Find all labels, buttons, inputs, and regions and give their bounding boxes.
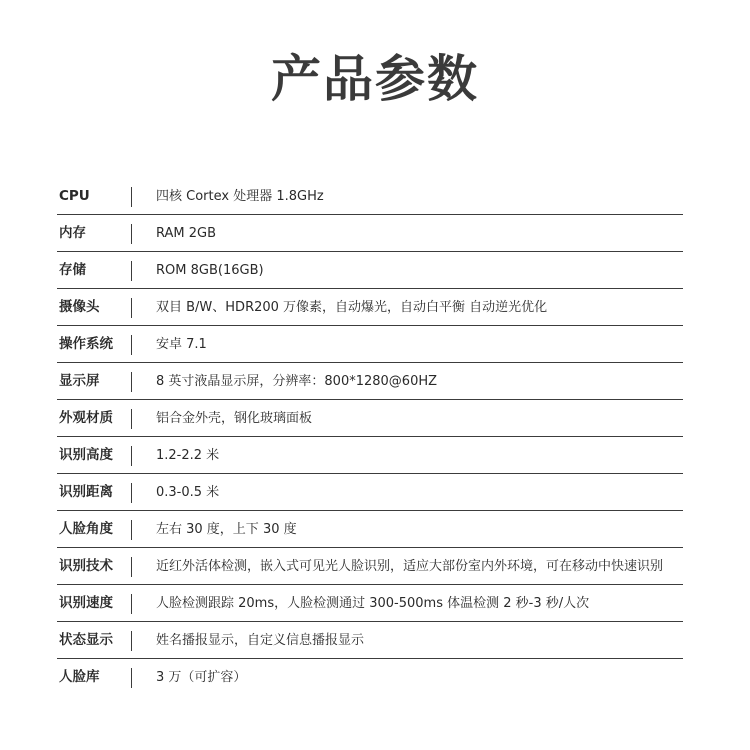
spec-row-memory	[57, 215, 683, 252]
spec-row-display	[57, 363, 683, 400]
spec-label: 操作系统	[59, 336, 113, 352]
spec-value: 安卓 7.1	[156, 337, 207, 352]
spec-row-face-library	[57, 659, 683, 696]
spec-row-storage	[57, 252, 683, 289]
column-divider	[131, 335, 132, 355]
column-divider	[131, 520, 132, 540]
spec-value: 姓名播报显示，自定义信息播报显示	[156, 633, 365, 648]
column-divider	[131, 372, 132, 392]
column-divider	[131, 668, 132, 688]
spec-label: 状态显示	[59, 632, 113, 648]
spec-value: 0.3-0.5 米	[156, 485, 220, 500]
spec-value: 人脸检测跟踪 20ms，人脸检测通过 300-500ms 体温检测 2 秒-3 秒/人次	[156, 596, 590, 611]
column-divider	[131, 557, 132, 577]
spec-label: 识别速度	[59, 595, 113, 611]
page-title: 产品参数	[271, 50, 479, 108]
spec-row-material	[57, 400, 683, 437]
spec-value: 左右 30 度，上下 30 度	[156, 522, 297, 537]
spec-row-recognition-speed	[57, 585, 683, 622]
spec-value: 近红外活体检测，嵌入式可见光人脸识别，适应大部份室内外环境，可在移动中快速识别	[156, 559, 664, 574]
spec-label: 摄像头	[59, 299, 100, 315]
column-divider	[131, 631, 132, 651]
spec-row-recognition-distance	[57, 474, 683, 511]
column-divider	[131, 224, 132, 244]
spec-row-recognition-tech	[57, 548, 683, 585]
spec-row-status-display	[57, 622, 683, 659]
spec-value: RAM 2GB	[156, 226, 217, 241]
column-divider	[131, 594, 132, 614]
spec-row-recognition-height	[57, 437, 683, 474]
spec-value: ROM 8GB(16GB)	[156, 263, 264, 278]
spec-label: 识别距离	[59, 484, 113, 500]
spec-label: 识别技术	[59, 558, 113, 574]
spec-value: 双目 B/W、HDR200 万像素，自动爆光，自动白平衡 自动逆光优化	[156, 300, 548, 315]
spec-value: 1.2-2.2 米	[156, 448, 220, 463]
spec-label: 人脸角度	[59, 521, 113, 537]
spec-label: 内存	[59, 225, 86, 241]
spec-table	[57, 178, 683, 696]
column-divider	[131, 446, 132, 466]
spec-label: 存储	[59, 262, 86, 278]
spec-label: 外观材质	[59, 410, 113, 426]
column-divider	[131, 187, 132, 207]
column-divider	[131, 261, 132, 281]
spec-row-camera	[57, 289, 683, 326]
spec-label: 识别高度	[59, 447, 113, 463]
column-divider	[131, 483, 132, 503]
spec-value: 铝合金外壳，钢化玻璃面板	[156, 411, 313, 426]
spec-value: 8 英寸液晶显示屏，分辨率：800*1280@60HZ	[156, 374, 438, 389]
column-divider	[131, 409, 132, 429]
spec-row-face-angle	[57, 511, 683, 548]
column-divider	[131, 298, 132, 318]
spec-label: CPU	[59, 188, 90, 204]
spec-value: 3 万（可扩容）	[156, 670, 247, 685]
spec-value: 四核 Cortex 处理器 1.8GHz	[156, 189, 324, 204]
spec-label: 显示屏	[59, 373, 100, 389]
spec-label: 人脸库	[59, 669, 100, 685]
spec-row-cpu	[57, 178, 683, 215]
spec-row-os	[57, 326, 683, 363]
